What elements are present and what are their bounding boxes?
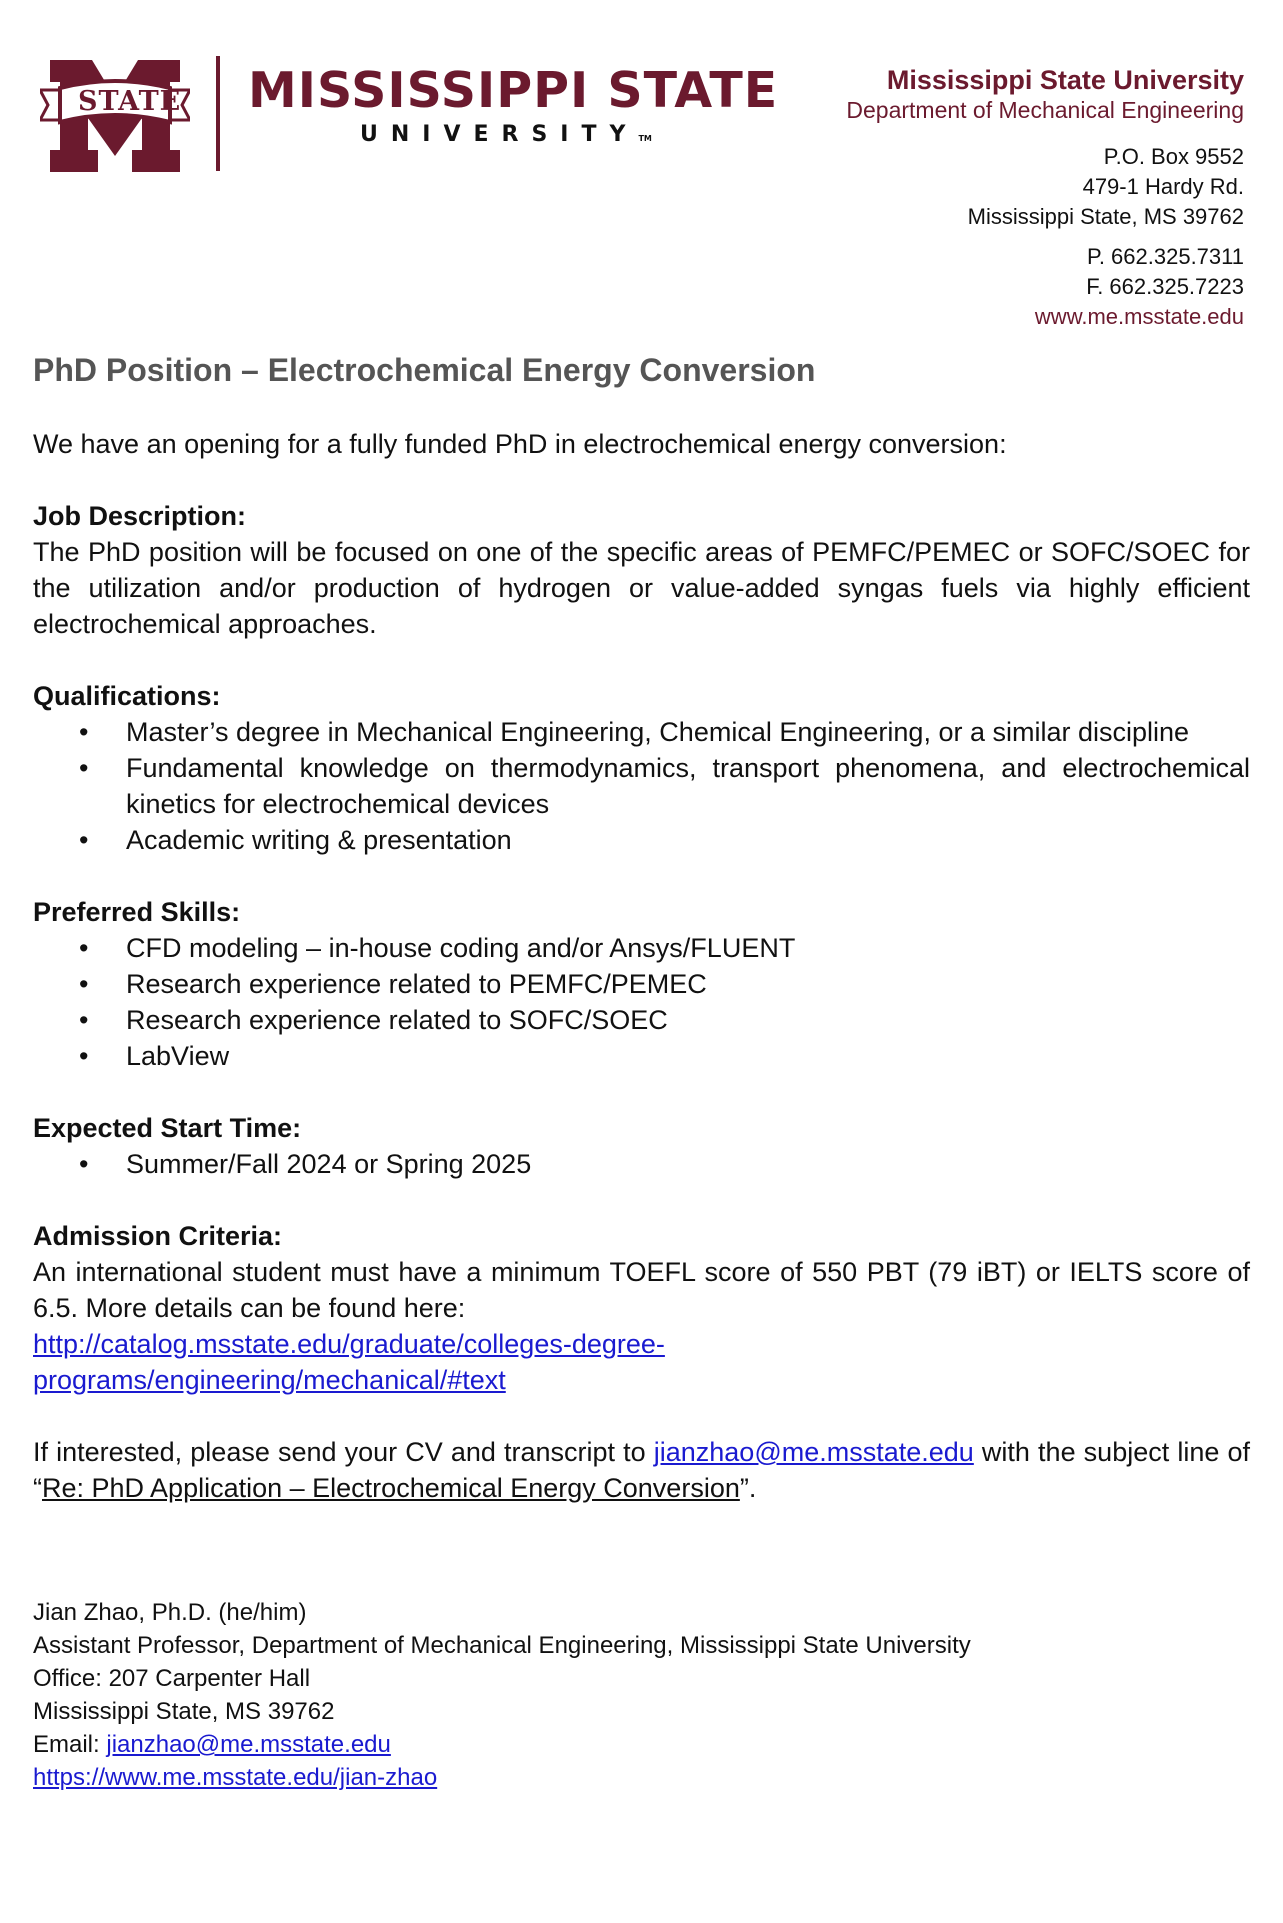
qualifications-list: [33, 714, 1250, 858]
catalog-link-line-1[interactable]: http://catalog.msstate.edu/graduate/colleges-degree-: [33, 1329, 665, 1359]
university-logo: [40, 56, 779, 176]
list-item: • Master’s degree in Mechanical Engineering, Chemical Engineering, or a similar discipline: [79, 717, 1190, 747]
logo-subword-text: UNIVERSITY: [360, 122, 639, 147]
list-item-text: Research experience related to SOFC/SOEC: [126, 1005, 668, 1035]
job-description-heading: Job Description:: [33, 501, 247, 531]
signature-email-link[interactable]: jianzhao@me.msstate.edu: [106, 1731, 391, 1758]
list-item-text: LabView: [126, 1041, 230, 1071]
apply-text-middle: with the subject line of “: [33, 1437, 1250, 1503]
list-item-text: Master’s degree in Mechanical Engineering, Chemical Engineering, or a similar discipline: [126, 717, 1190, 747]
list-item-text: Summer/Fall 2024 or Spring 2025: [126, 1149, 532, 1179]
po-box: P.O. Box 9552: [1103, 144, 1244, 169]
preferred-skills-heading: Preferred Skills:: [33, 897, 241, 927]
fax-number: F. 662.325.7223: [1086, 274, 1244, 299]
street-address: 479-1 Hardy Rd.: [1082, 174, 1244, 199]
logo-trademark: TM: [638, 134, 652, 143]
signature-email-label: Email:: [33, 1731, 107, 1758]
start-time-list: [33, 1146, 1250, 1182]
signature-block: [33, 1596, 1250, 1794]
start-time-heading: Expected Start Time:: [33, 1113, 302, 1143]
department-website: www.me.msstate.edu: [1034, 304, 1244, 329]
homepage-link[interactable]: https://www.me.msstate.edu/jian-zhao: [33, 1764, 438, 1791]
signature-city: Mississippi State, MS 39762: [33, 1698, 335, 1725]
catalog-link-line-2[interactable]: programs/engineering/mechanical/#text: [33, 1365, 506, 1395]
posting-body: [33, 426, 1250, 1506]
list-item-text: Academic writing & presentation: [126, 825, 512, 855]
list-item: • Summer/Fall 2024 or Spring 2025: [79, 1149, 532, 1179]
signature-name: Jian Zhao, Ph.D. (he/him): [33, 1599, 307, 1626]
apply-text-before: If interested, please send your CV and transcript to: [33, 1437, 654, 1467]
phone-number: P. 662.325.7311: [1086, 244, 1244, 269]
job-description-text: The PhD position will be focused on one of the specific areas of PEMFC/PEMEC or SOFC/SOEC for the utilization and/or production of hydrogen or value-added syngas fuels via highly efficient electrochemical approaches.: [33, 537, 1250, 639]
qualifications-heading: Qualifications:: [33, 681, 221, 711]
list-item-text: CFD modeling – in-house coding and/or Ansys/FLUENT: [126, 933, 796, 963]
preferred-skills-list: [33, 930, 1250, 1074]
department-name: Department of Mechanical Engineering: [846, 97, 1244, 123]
signature-role: Assistant Professor, Department of Mechanical Engineering, Mississippi State University: [33, 1632, 971, 1659]
admission-heading: Admission Criteria:: [33, 1221, 283, 1251]
contact-email-link[interactable]: jianzhao@me.msstate.edu: [653, 1437, 974, 1467]
signature-email-line: [33, 1728, 1250, 1761]
list-item-text: Research experience related to PEMFC/PEMEC: [126, 969, 707, 999]
letterhead-address: [644, 64, 1244, 332]
logo-wordmark: MISSISSIPPI STATE: [248, 62, 779, 119]
list-item: • Research experience related to SOFC/SOEC: [79, 1005, 668, 1035]
apply-paragraph: [33, 1434, 1250, 1506]
logo-subword: [360, 124, 652, 146]
catalog-link-block: [33, 1326, 1250, 1398]
admission-text: An international student must have a minimum TOEFL score of 550 PBT (79 iBT) or IELTS score of 6.5. More details can be found here:: [33, 1257, 1250, 1323]
intro-paragraph: We have an opening for a fully funded PhD in electrochemical energy conversion:: [33, 429, 1007, 459]
list-item: • CFD modeling – in-house coding and/or Ansys/FLUENT: [79, 933, 796, 963]
logo-badge-text: STATE: [78, 86, 182, 117]
page-title: PhD Position – Electrochemical Energy Conversion: [33, 352, 816, 388]
email-subject-line: Re: PhD Application – Electrochemical Energy Conversion: [42, 1473, 740, 1503]
list-item: • Academic writing & presentation: [79, 825, 512, 855]
catalog-link[interactable]: [33, 1329, 665, 1395]
list-item: • Research experience related to PEMFC/PEMEC: [79, 969, 707, 999]
city-state-zip: Mississippi State, MS 39762: [967, 204, 1244, 229]
apply-text-after: ”.: [739, 1473, 757, 1503]
list-item-text: Fundamental knowledge on thermodynamics, transport phenomena, and electrochemical kinetics for electrochemical devices: [126, 753, 1250, 819]
list-item: • LabView: [79, 1041, 230, 1071]
university-name: Mississippi State University: [886, 65, 1244, 95]
signature-homepage-line: [33, 1761, 1250, 1794]
logo-divider: [216, 56, 220, 171]
list-item: • Fundamental knowledge on thermodynamics, transport phenomena, and electrochemical kinetics for electrochemical devices: [79, 753, 1250, 819]
signature-office: Office: 207 Carpenter Hall: [33, 1665, 311, 1692]
